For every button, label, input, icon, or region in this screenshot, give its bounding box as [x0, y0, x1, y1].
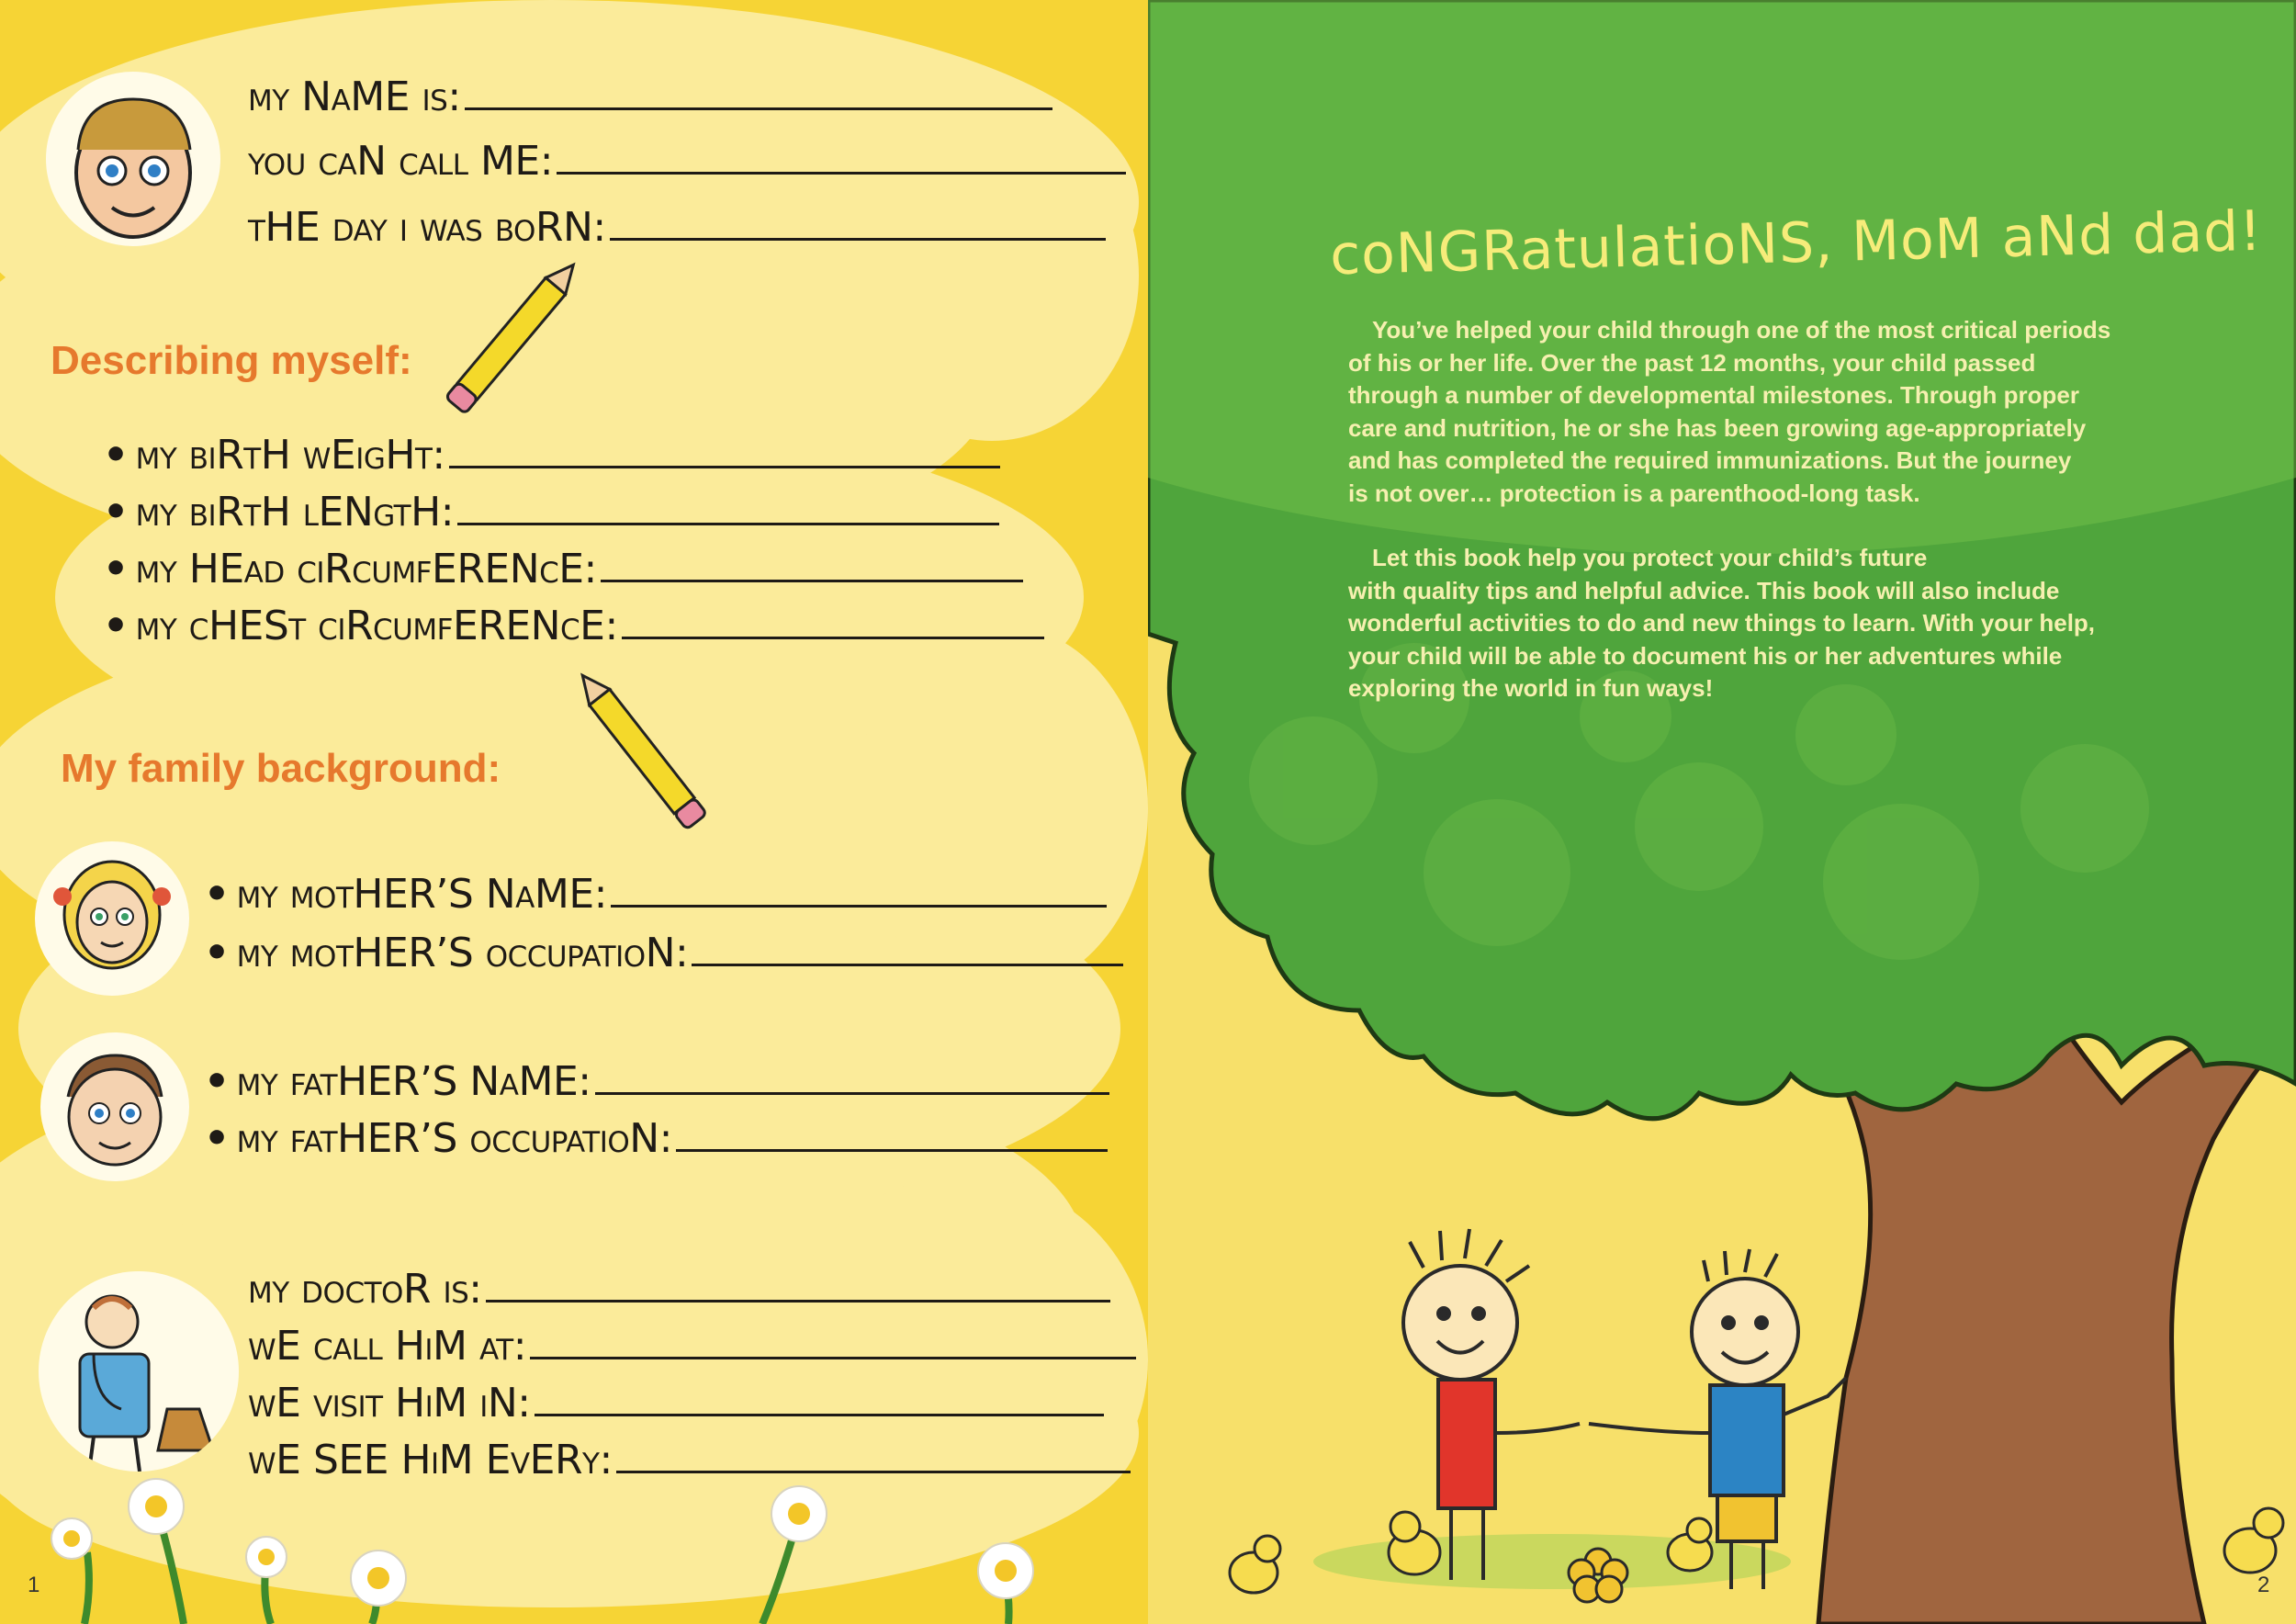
- page-title: coNGRatulatioNS, MoM aNd dad!: [1329, 198, 2264, 288]
- bullet: •: [204, 930, 230, 976]
- mother-avatar: [35, 841, 189, 996]
- paragraph-line: with quality tips and helpful advice. This book will also include: [1348, 576, 2060, 604]
- paragraph-line: wonderful activities to do and new things to learn. With your help,: [1348, 609, 2096, 637]
- blank-line: [610, 231, 1106, 241]
- blank-line: [535, 1406, 1104, 1416]
- blank-line: [465, 100, 1052, 110]
- blank-line: [449, 458, 1000, 468]
- nickname-field[interactable]: [248, 138, 1126, 185]
- mother-name-field[interactable]: [204, 871, 1107, 918]
- blank-line: [595, 1085, 1109, 1095]
- bullet: •: [103, 489, 129, 536]
- blank-line: [616, 1463, 1131, 1473]
- right-page: [1148, 0, 2296, 1624]
- doctor-name-field[interactable]: [248, 1266, 1110, 1313]
- doctor-frequency-field[interactable]: [248, 1437, 1131, 1483]
- father-name-field[interactable]: [204, 1058, 1109, 1105]
- paragraph-line: your child will be able to document his or her adventures while: [1348, 641, 2063, 670]
- field-label: my doctoR is:: [248, 1266, 482, 1313]
- bullet: •: [103, 603, 129, 649]
- paragraph-line: You’ve helped your child through one of the most critical periods: [1372, 316, 2111, 344]
- field-label: my HEad ciRcumfERENcE:: [135, 546, 597, 592]
- doctor-phone-field[interactable]: [248, 1323, 1136, 1370]
- mother-occupation-field[interactable]: [204, 930, 1123, 976]
- intro-paragraph: [1348, 314, 2156, 510]
- paragraph-line: exploring the world in fun ways!: [1348, 674, 1714, 702]
- bullet: •: [103, 432, 129, 479]
- field-label: wE visit HiM iN:: [248, 1380, 531, 1427]
- field-label: my motHER’S occupatioN:: [236, 930, 689, 976]
- father-avatar: [40, 1032, 189, 1181]
- page-number: 2: [2257, 1573, 2270, 1597]
- birthday-field[interactable]: [248, 204, 1106, 251]
- field-label: wE SEE HiM EvERy:: [248, 1437, 613, 1483]
- blank-line: [530, 1349, 1136, 1359]
- head-circumference-field[interactable]: [103, 546, 1023, 592]
- blank-line: [457, 515, 999, 525]
- doctor-avatar: [39, 1271, 239, 1472]
- bullet: •: [204, 871, 230, 918]
- field-label: tHE day i was boRN:: [248, 204, 606, 251]
- blank-line: [557, 164, 1126, 175]
- child-avatar: [46, 72, 220, 246]
- field-label: my fatHER’S NaME:: [236, 1058, 591, 1105]
- paragraph-line: of his or her life. Over the past 12 months, your child passed: [1348, 348, 2036, 377]
- paragraph-line: Let this book help you protect your child’s future: [1372, 544, 1928, 571]
- blank-line: [611, 897, 1107, 908]
- bullet: •: [204, 1058, 230, 1105]
- blank-line: [676, 1142, 1108, 1152]
- field-label: my biRtH wEigHt:: [135, 432, 445, 479]
- paragraph-line: care and nutrition, he or she has been growing age-appropriately: [1348, 413, 2087, 442]
- paragraph-line: is not over… protection is a parenthood-long task.: [1348, 479, 1920, 507]
- birth-weight-field[interactable]: [103, 432, 1000, 479]
- field-label: wE call HiM at:: [248, 1323, 527, 1370]
- field-label: my fatHER’S occupatioN:: [236, 1115, 672, 1162]
- name-field[interactable]: [248, 73, 1052, 120]
- bullet: •: [204, 1115, 230, 1162]
- kids-illustration: [1403, 1229, 1846, 1589]
- family-heading: My family background:: [61, 746, 501, 791]
- field-label: my biRtH lENgtH:: [135, 489, 455, 536]
- blank-line: [622, 629, 1044, 639]
- doctor-location-field[interactable]: [248, 1380, 1104, 1427]
- blank-line: [486, 1292, 1110, 1303]
- blank-line: [601, 572, 1023, 582]
- describing-heading: Describing myself:: [51, 338, 412, 383]
- book-purpose-paragraph: [1348, 542, 2156, 705]
- field-label: my NaME is:: [248, 73, 461, 120]
- field-label: you caN call ME:: [248, 138, 554, 185]
- page-number: 1: [28, 1573, 40, 1597]
- paragraph-line: through a number of developmental milestones. Through proper: [1348, 381, 2079, 409]
- paragraph-line: and has completed the required immunizations. But the journey: [1348, 446, 2072, 474]
- father-occupation-field[interactable]: [204, 1115, 1108, 1162]
- bullet: •: [103, 546, 129, 592]
- birth-length-field[interactable]: [103, 489, 999, 536]
- blank-line: [692, 956, 1123, 966]
- chest-circumference-field[interactable]: [103, 603, 1044, 649]
- field-label: my cHESt ciRcumfERENcE:: [135, 603, 618, 649]
- field-label: my motHER’S NaME:: [236, 871, 607, 918]
